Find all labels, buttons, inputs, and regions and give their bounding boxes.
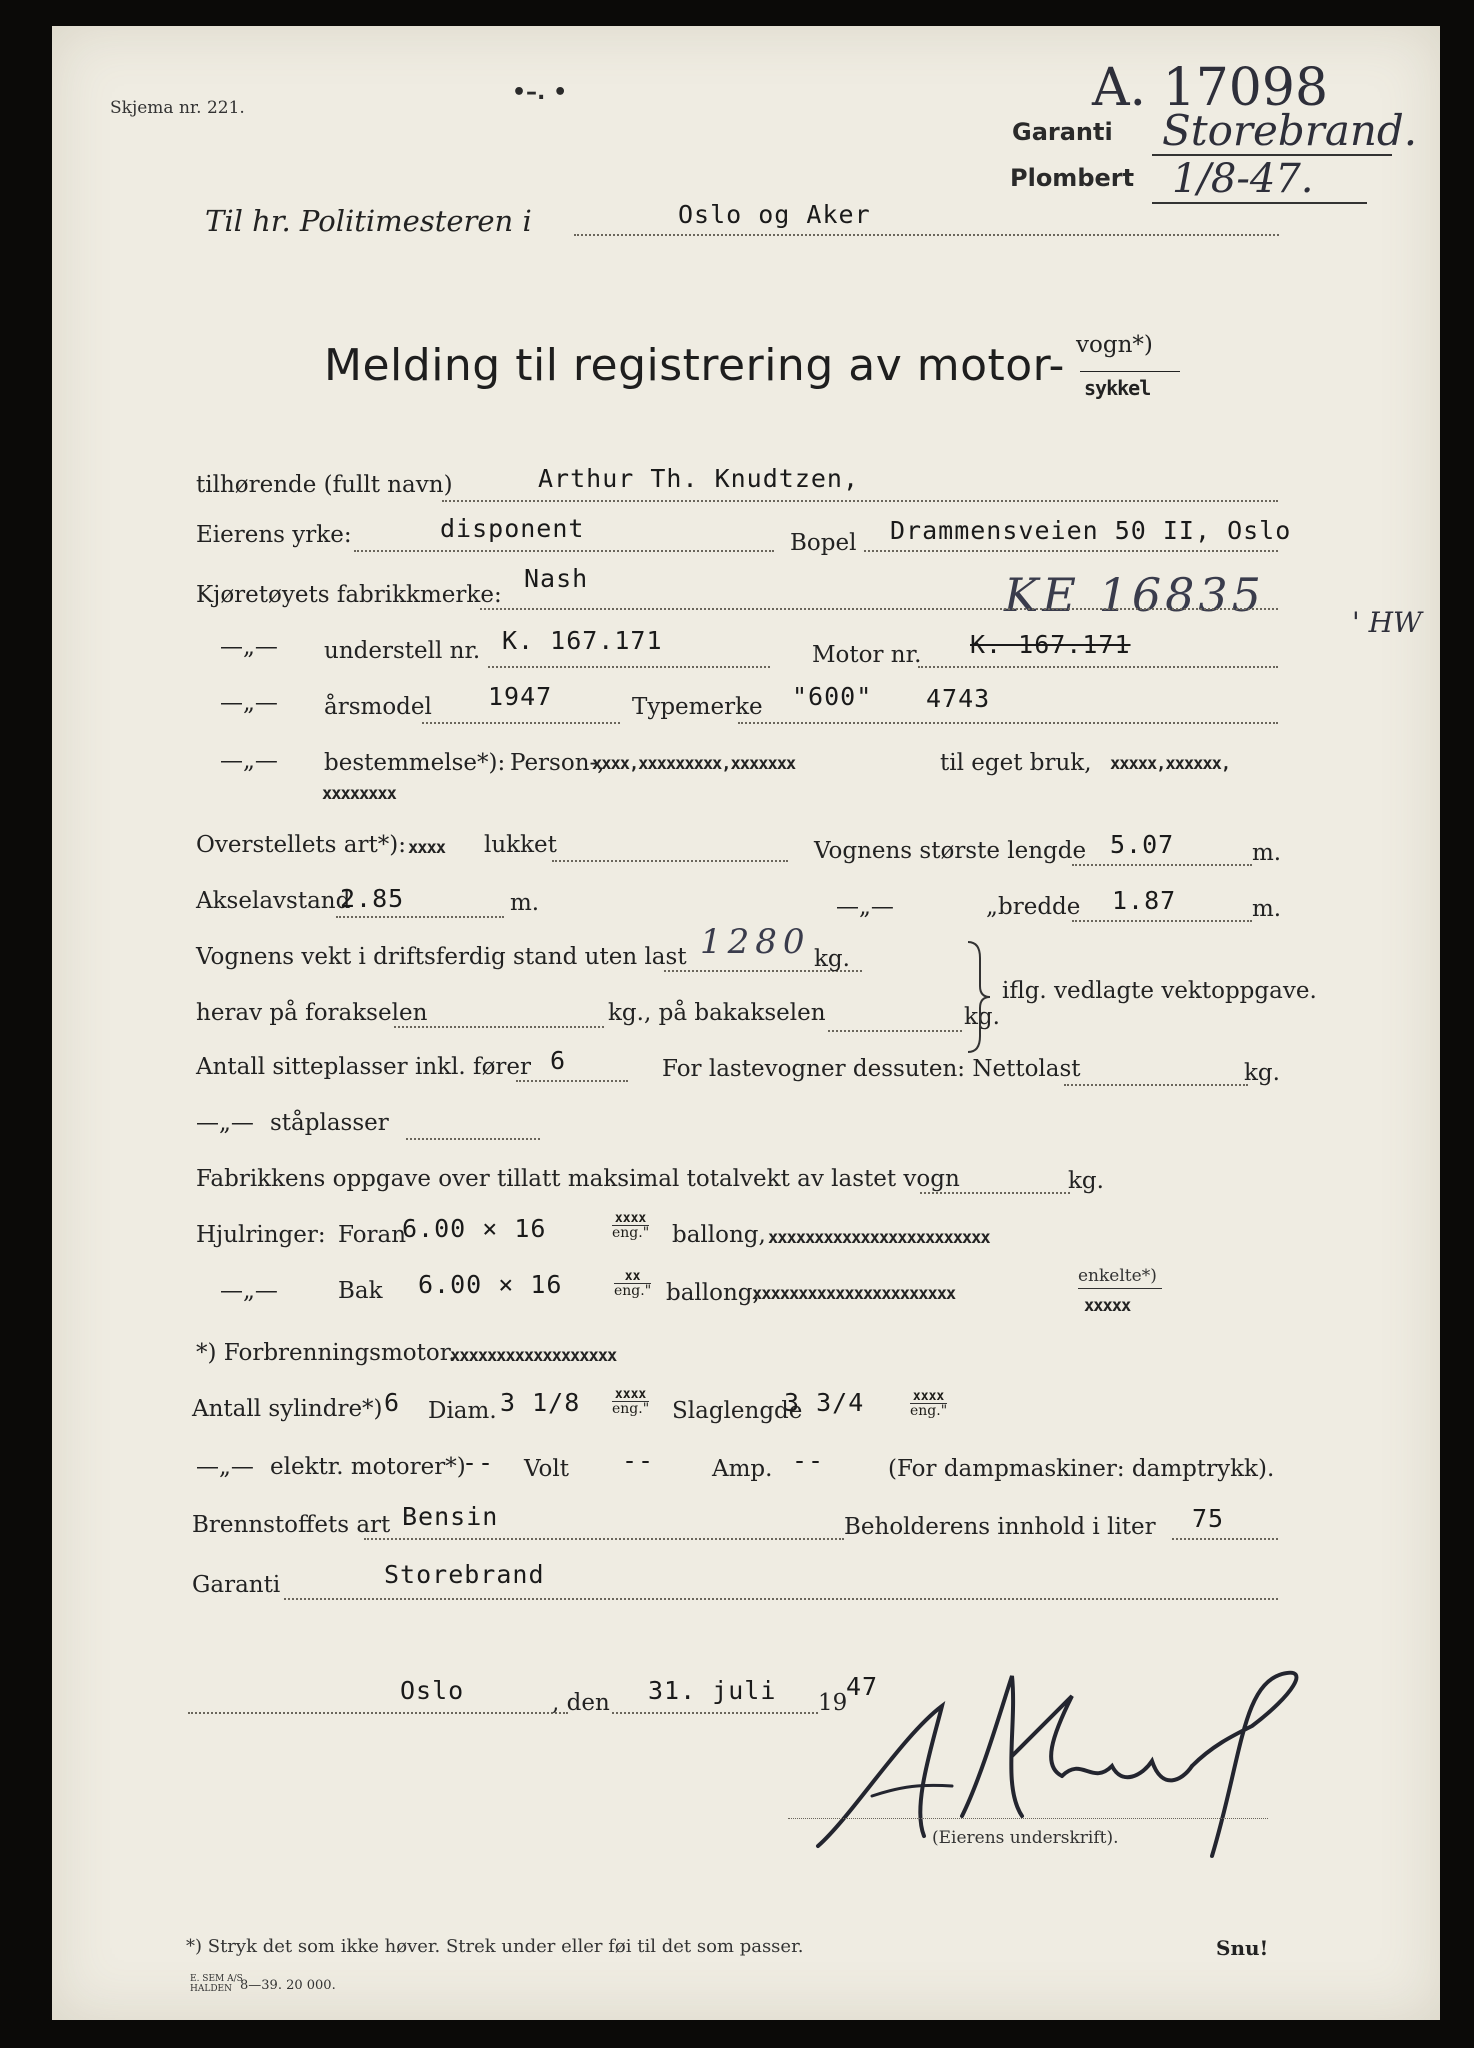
sign-place: Oslo xyxy=(400,1676,465,1705)
tires-front-label: Foran xyxy=(338,1222,407,1248)
file-number: A. 17098 xyxy=(1092,58,1329,118)
year-label: årsmodel xyxy=(324,694,432,720)
addressee-value: Oslo og Aker xyxy=(678,200,871,229)
garanti-stamp-value: Storebrand. xyxy=(1162,106,1418,155)
stroke-unit: xxxx eng." xyxy=(910,1389,948,1419)
occupation-value: disponent xyxy=(440,514,585,543)
purpose-own-use: til eget bruk, xyxy=(940,750,1092,776)
cylinders-value: 6 xyxy=(384,1388,401,1417)
ditto-quote: „ xyxy=(986,894,998,920)
width-value: 1.87 xyxy=(1112,886,1177,915)
tires-rear-label: Bak xyxy=(338,1278,383,1304)
wheelbase-value: 2.85 xyxy=(340,884,405,913)
diameter-unit: xxxx eng." xyxy=(612,1387,650,1417)
length-label: Vognens største lengde xyxy=(814,838,1087,864)
tires-rear-ballong: ballong, xyxy=(666,1280,760,1306)
signature-caption: (Eierens underskrift). xyxy=(932,1828,1119,1848)
chassis-label: understell nr. xyxy=(324,638,481,664)
ditto-1: —„— xyxy=(220,634,278,660)
ditto-4: —„— xyxy=(836,894,894,920)
length-unit: m. xyxy=(1252,840,1282,866)
type-extra: 4743 xyxy=(926,684,991,713)
guarantee-value: Storebrand xyxy=(384,1560,545,1589)
registration-form xyxy=(52,26,1440,2020)
width-label: bredde xyxy=(998,894,1081,920)
front-axle-label: herav på forakselen xyxy=(196,1000,428,1026)
tank-value: 75 xyxy=(1192,1504,1225,1533)
purpose-struck-1: xxxx,xxxxxxxxx,xxxxxxx xyxy=(592,754,796,774)
year-value: 1947 xyxy=(488,682,553,711)
ditto-5: —„— xyxy=(196,1110,254,1136)
ditto-6: —„— xyxy=(220,1278,278,1304)
purpose-struck-2: xxxxx,xxxxxx, xyxy=(1110,754,1231,774)
stroke-value: 3 3/4 xyxy=(784,1388,865,1417)
engine-type-struck: xxxxxxxxxxxxxxxxxx xyxy=(450,1346,617,1366)
steam-label: (For dampmaskiner: damptrykk). xyxy=(888,1456,1275,1482)
owner-name-value: Arthur Th. Knudtzen, xyxy=(538,464,860,493)
printer-city: HALDEN xyxy=(190,1984,232,1994)
address-label: Bopel xyxy=(790,530,857,556)
type-label: Typemerke xyxy=(632,694,763,720)
tires-rear-struck: xxxxxxxxxxxxxxxxxxxxxx xyxy=(752,1284,956,1304)
weight-brace xyxy=(964,938,994,1056)
ditto-7: —„— xyxy=(196,1454,254,1480)
sign-den-label: , den xyxy=(552,1690,610,1716)
sign-date: 31. juli xyxy=(648,1676,777,1705)
wheelbase-label: Akselavstand xyxy=(196,888,351,914)
tires-front-unit: xxxx eng." xyxy=(612,1211,650,1241)
tires-front-struck: xxxxxxxxxxxxxxxxxxxxxxxx xyxy=(768,1228,990,1248)
plombert-stamp-value: 1/8-47. xyxy=(1172,156,1314,202)
cylinders-label: Antall sylindre*) xyxy=(192,1396,383,1422)
length-value: 5.07 xyxy=(1110,830,1175,859)
printer-run: 8—39. 20 000. xyxy=(240,1978,336,1993)
tires-front-ballong: ballong, xyxy=(672,1222,766,1248)
printer-name: E. SEM A/S xyxy=(190,1974,243,1984)
body-type-value: lukket xyxy=(484,832,557,858)
net-load-unit: kg. xyxy=(1244,1060,1280,1086)
curb-weight-label: Vognens vekt i driftsferdig stand uten last xyxy=(196,944,687,970)
tires-label: Hjulringer: xyxy=(196,1222,326,1248)
top-mark: •–. • xyxy=(512,80,568,105)
stroke-label: Slaglengde xyxy=(672,1398,803,1424)
footer-note: *) Stryk det som ikke høver. Strek under eller føi til det som passer. xyxy=(186,1936,804,1957)
address-value: Drammensveien 50 II, Oslo xyxy=(890,516,1292,545)
volt-value: -- xyxy=(622,1446,655,1475)
tires-rear-unit: xx eng." xyxy=(614,1269,652,1299)
rear-axle-unit: kg. xyxy=(964,1004,1000,1030)
max-weight-unit: kg. xyxy=(1068,1168,1104,1194)
make-value: Nash xyxy=(524,564,589,593)
engine-type-label: *) Forbrenningsmotor. xyxy=(196,1340,456,1366)
title-sup: vogn*) xyxy=(1076,332,1153,358)
plombert-underline xyxy=(1152,202,1367,204)
title-struck: sykkel xyxy=(1084,376,1151,400)
sign-year-suffix: 47 xyxy=(846,1672,879,1701)
addressee-label: Til hr. Politimesteren i xyxy=(205,204,532,238)
tires-front-value: 6.00 × 16 xyxy=(402,1214,547,1243)
form-number: Skjema nr. 221. xyxy=(110,98,245,118)
garanti-stamp-label: Garanti xyxy=(1012,118,1113,146)
volt-label: Volt xyxy=(524,1456,569,1482)
tires-rear-value: 6.00 × 16 xyxy=(418,1270,563,1299)
purpose-label: bestemmelse*): xyxy=(324,750,506,776)
sign-year-prefix: 19 xyxy=(818,1690,848,1716)
occupation-label: Eierens yrke: xyxy=(196,522,352,548)
fuel-value: Bensin xyxy=(402,1502,499,1531)
width-unit: m. xyxy=(1252,896,1282,922)
weight-note: iflg. vedlagte vektoppgave. xyxy=(1002,978,1317,1004)
registration-number: KE 16835 xyxy=(1004,568,1265,622)
amp-value: -- xyxy=(792,1446,825,1475)
make-label: Kjøretøyets fabrikkmerke: xyxy=(196,582,502,608)
body-type-label: Overstellets art*): xyxy=(196,832,406,858)
chassis-value: K. 167.171 xyxy=(502,626,663,655)
seats-label: Antall sitteplasser inkl. fører xyxy=(196,1054,532,1080)
wheelbase-unit: m. xyxy=(510,890,540,916)
amp-label: Amp. xyxy=(712,1456,773,1482)
motor-value: K. 167.171 xyxy=(970,630,1131,659)
diameter-label: Diam. xyxy=(428,1398,497,1424)
form-title: Melding til registrering av motor- xyxy=(324,340,1065,391)
electric-value: -- xyxy=(462,1448,495,1477)
ditto-2: —„— xyxy=(220,690,278,716)
plombert-stamp-label: Plombert xyxy=(1010,164,1135,192)
ditto-3: —„— xyxy=(220,748,278,774)
net-load-label: For lastevogner dessuten: Nettolast xyxy=(662,1056,1081,1082)
curb-weight-value: 1280 xyxy=(700,922,811,962)
body-type-struck: xxxx xyxy=(408,838,445,858)
tires-enkelte-struck: xxxxx xyxy=(1084,1296,1131,1316)
motor-label: Motor nr. xyxy=(812,642,922,668)
fuel-label: Brennstoffets art xyxy=(192,1512,391,1538)
electric-label: elektr. motorer*) xyxy=(270,1454,466,1480)
turn-over: Snu! xyxy=(1216,1936,1269,1960)
tank-label: Beholderens innhold i liter xyxy=(844,1514,1156,1540)
type-value: "600" xyxy=(792,682,873,711)
owner-name-label: tilhørende (fullt navn) xyxy=(196,472,453,498)
standing-label: ståplasser xyxy=(270,1110,389,1136)
diameter-value: 3 1/8 xyxy=(500,1388,581,1417)
seats-value: 6 xyxy=(550,1046,567,1075)
side-initials: ' HW xyxy=(1352,606,1422,639)
curb-weight-unit: kg. xyxy=(814,946,850,972)
rear-axle-label: kg., på bakakselen xyxy=(608,1000,826,1026)
purpose-struck-3: xxxxxxxx xyxy=(322,784,396,804)
purpose-person: Person-, xyxy=(510,750,605,776)
max-weight-label: Fabrikkens oppgave over tillatt maksimal totalvekt av lastet vogn xyxy=(196,1166,960,1192)
guarantee-label: Garanti xyxy=(192,1572,281,1598)
tires-enkelte: enkelte*) xyxy=(1078,1266,1157,1286)
